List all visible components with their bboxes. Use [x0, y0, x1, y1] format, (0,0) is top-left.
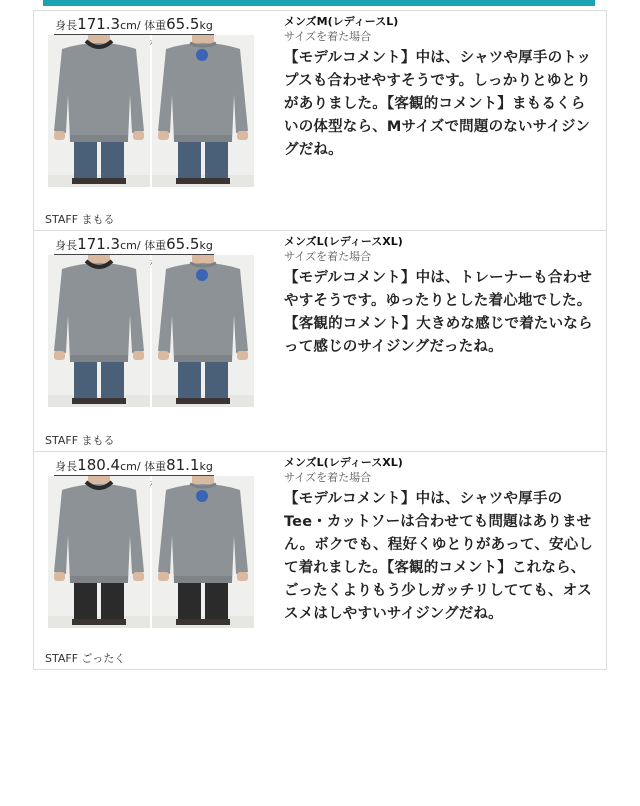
- sweatshirt-back-photo: [152, 476, 254, 628]
- size-label: メンズL(レディースXL): [284, 456, 403, 469]
- size-label: メンズM(レディースL): [284, 15, 399, 28]
- size-card-3: [33, 452, 607, 670]
- size-comment-column: [284, 455, 596, 626]
- sweatshirt-front-photo: [48, 476, 150, 628]
- model-column: [34, 231, 264, 451]
- size-card-1: [33, 10, 607, 231]
- sweatshirt-back-photo: [152, 255, 254, 407]
- sweatshirt-back-photo: [152, 35, 254, 187]
- section-header-bar: [43, 0, 595, 6]
- staff-name: STAFF ごったく: [45, 652, 126, 665]
- size-comment-column: [284, 234, 596, 359]
- size-subtitle: サイズを着た場合: [284, 30, 372, 43]
- size-label: メンズL(レディースXL): [284, 235, 403, 248]
- model-comment: 【モデルコメント】中は、トレーナーも合わせやすそうです。ゆったりとした着心地でした。【客観的コメント】大きめな感じで着たいならって感じのサイジングだったね。: [284, 270, 593, 355]
- size-card-2: [33, 231, 607, 452]
- staff-name: STAFF まもる: [45, 434, 115, 447]
- model-column: [34, 11, 264, 230]
- model-column: [34, 452, 264, 669]
- model-measurements: 身長171.3cm/ 体重65.5kg: [55, 15, 213, 33]
- sweatshirt-front-photo: [48, 35, 150, 187]
- size-subtitle: サイズを着た場合: [284, 250, 372, 263]
- model-comment: 【モデルコメント】中は、シャツや厚手のトップスも合わせやすそうです。しっかりとゆとりがありました。【客観的コメント】まもるくらいの体型なら、Mサイズで問題のないサイジングだね。: [284, 50, 592, 158]
- sweatshirt-front-photo: [48, 255, 150, 407]
- staff-name: STAFF まもる: [45, 213, 115, 226]
- model-measurements: 身長171.3cm/ 体重65.5kg: [55, 235, 213, 253]
- size-comment-column: [284, 14, 596, 162]
- model-comment: 【モデルコメント】中は、シャツや厚手のTee・カットソーは合わせても問題はありません。ボクでも、程好くゆとりがあって、安心して着れました。【客観的コメント】これなら、ごったくよりもう少しガッチリしてても、オススメはしやすいサイジングだね。: [284, 491, 594, 622]
- size-subtitle: サイズを着た場合: [284, 471, 372, 484]
- model-measurements: 身長180.4cm/ 体重81.1kg: [55, 456, 213, 474]
